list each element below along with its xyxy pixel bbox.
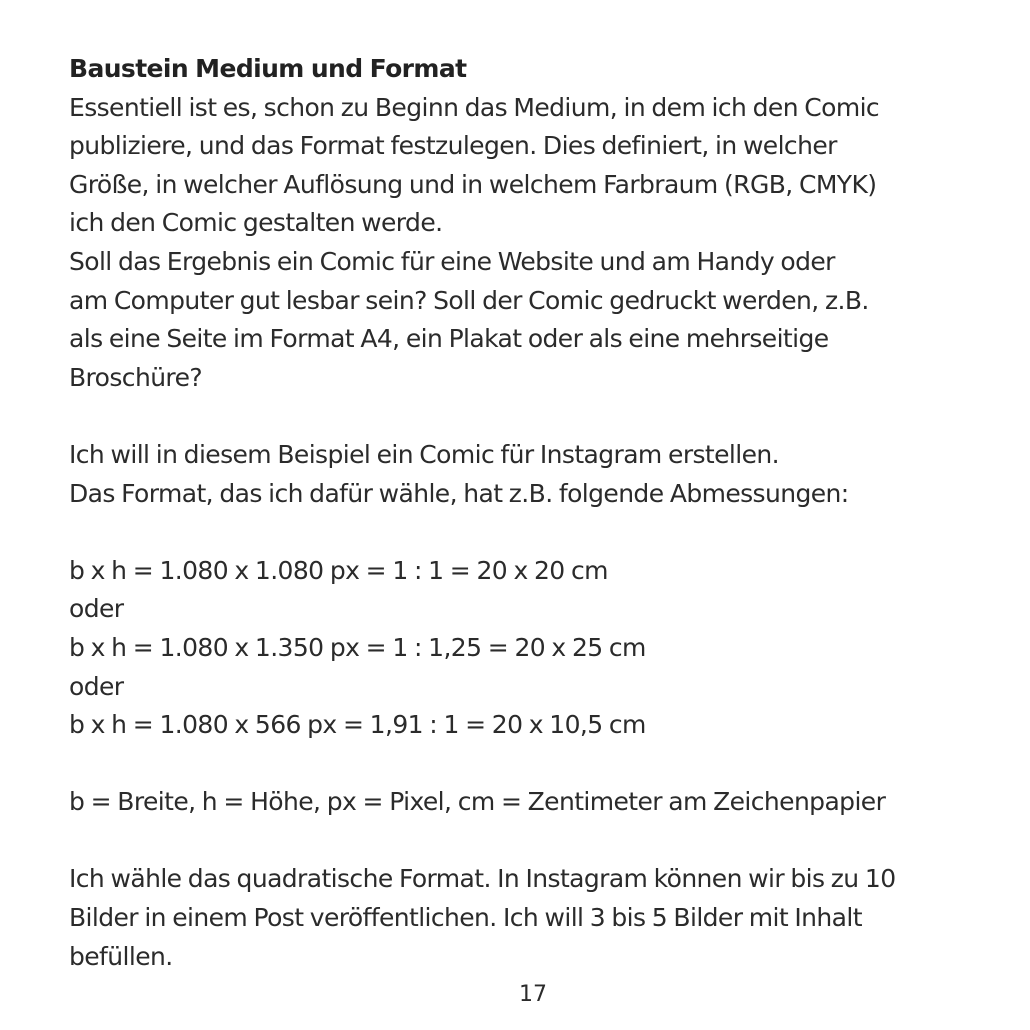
text-line: Broschüre? [69, 362, 203, 392]
format-separator: oder [69, 671, 124, 701]
text-line: Ich will in diesem Beispiel ein Comic für Instagram erstellen. [69, 439, 779, 469]
paragraph-spacer [69, 513, 999, 552]
text-line: ich den Comic gestalten werde. [69, 208, 443, 238]
example-paragraph [69, 436, 999, 513]
text-line: Essentiell ist es, schon zu Beginn das Medium, in dem ich den Comic [69, 92, 880, 122]
text-line: publiziere, und das Format festzulegen. Dies definiert, in welcher [69, 131, 837, 161]
paragraph-spacer [69, 397, 999, 436]
abbreviation-legend: b = Breite, h = Höhe, px = Pixel, cm = Zentimeter am Zeichenpapier [69, 787, 886, 817]
text-line: als eine Seite im Format A4, ein Plakat oder als eine mehrseitige [69, 324, 829, 354]
format-separator: oder [69, 594, 124, 624]
text-line: befüllen. [69, 941, 173, 971]
text-line: Soll das Ergebnis ein Comic für eine Website und am Handy oder [69, 246, 835, 276]
format-list [69, 552, 999, 745]
text-line: Bilder in einem Post veröffentlichen. Ich will 3 bis 5 Bilder mit Inhalt [69, 903, 862, 933]
format-line: b x h = 1.080 x 1.080 px = 1 : 1 = 20 x 20 cm [69, 555, 608, 585]
paragraph-spacer [69, 745, 999, 784]
format-line: b x h = 1.080 x 566 px = 1,91 : 1 = 20 x 10,5 cm [69, 710, 646, 740]
text-line: Das Format, das ich dafür wähle, hat z.B. folgende Abmessungen: [69, 478, 849, 508]
format-line: b x h = 1.080 x 1.350 px = 1 : 1,25 = 20 x 25 cm [69, 632, 646, 662]
page-number: 17 [519, 982, 547, 1007]
intro-paragraph [69, 89, 999, 398]
document-page [69, 50, 999, 976]
section-heading: Baustein Medium und Format [69, 54, 467, 83]
text-line: Größe, in welcher Auflösung und in welchem Farbraum (RGB, CMYK) [69, 169, 877, 199]
conclusion-paragraph [69, 860, 999, 976]
text-line: am Computer gut lesbar sein? Soll der Comic gedruckt werden, z.B. [69, 285, 869, 315]
text-line: Ich wähle das quadratische Format. In Instagram können wir bis zu 10 [69, 864, 896, 894]
paragraph-spacer [69, 822, 999, 861]
